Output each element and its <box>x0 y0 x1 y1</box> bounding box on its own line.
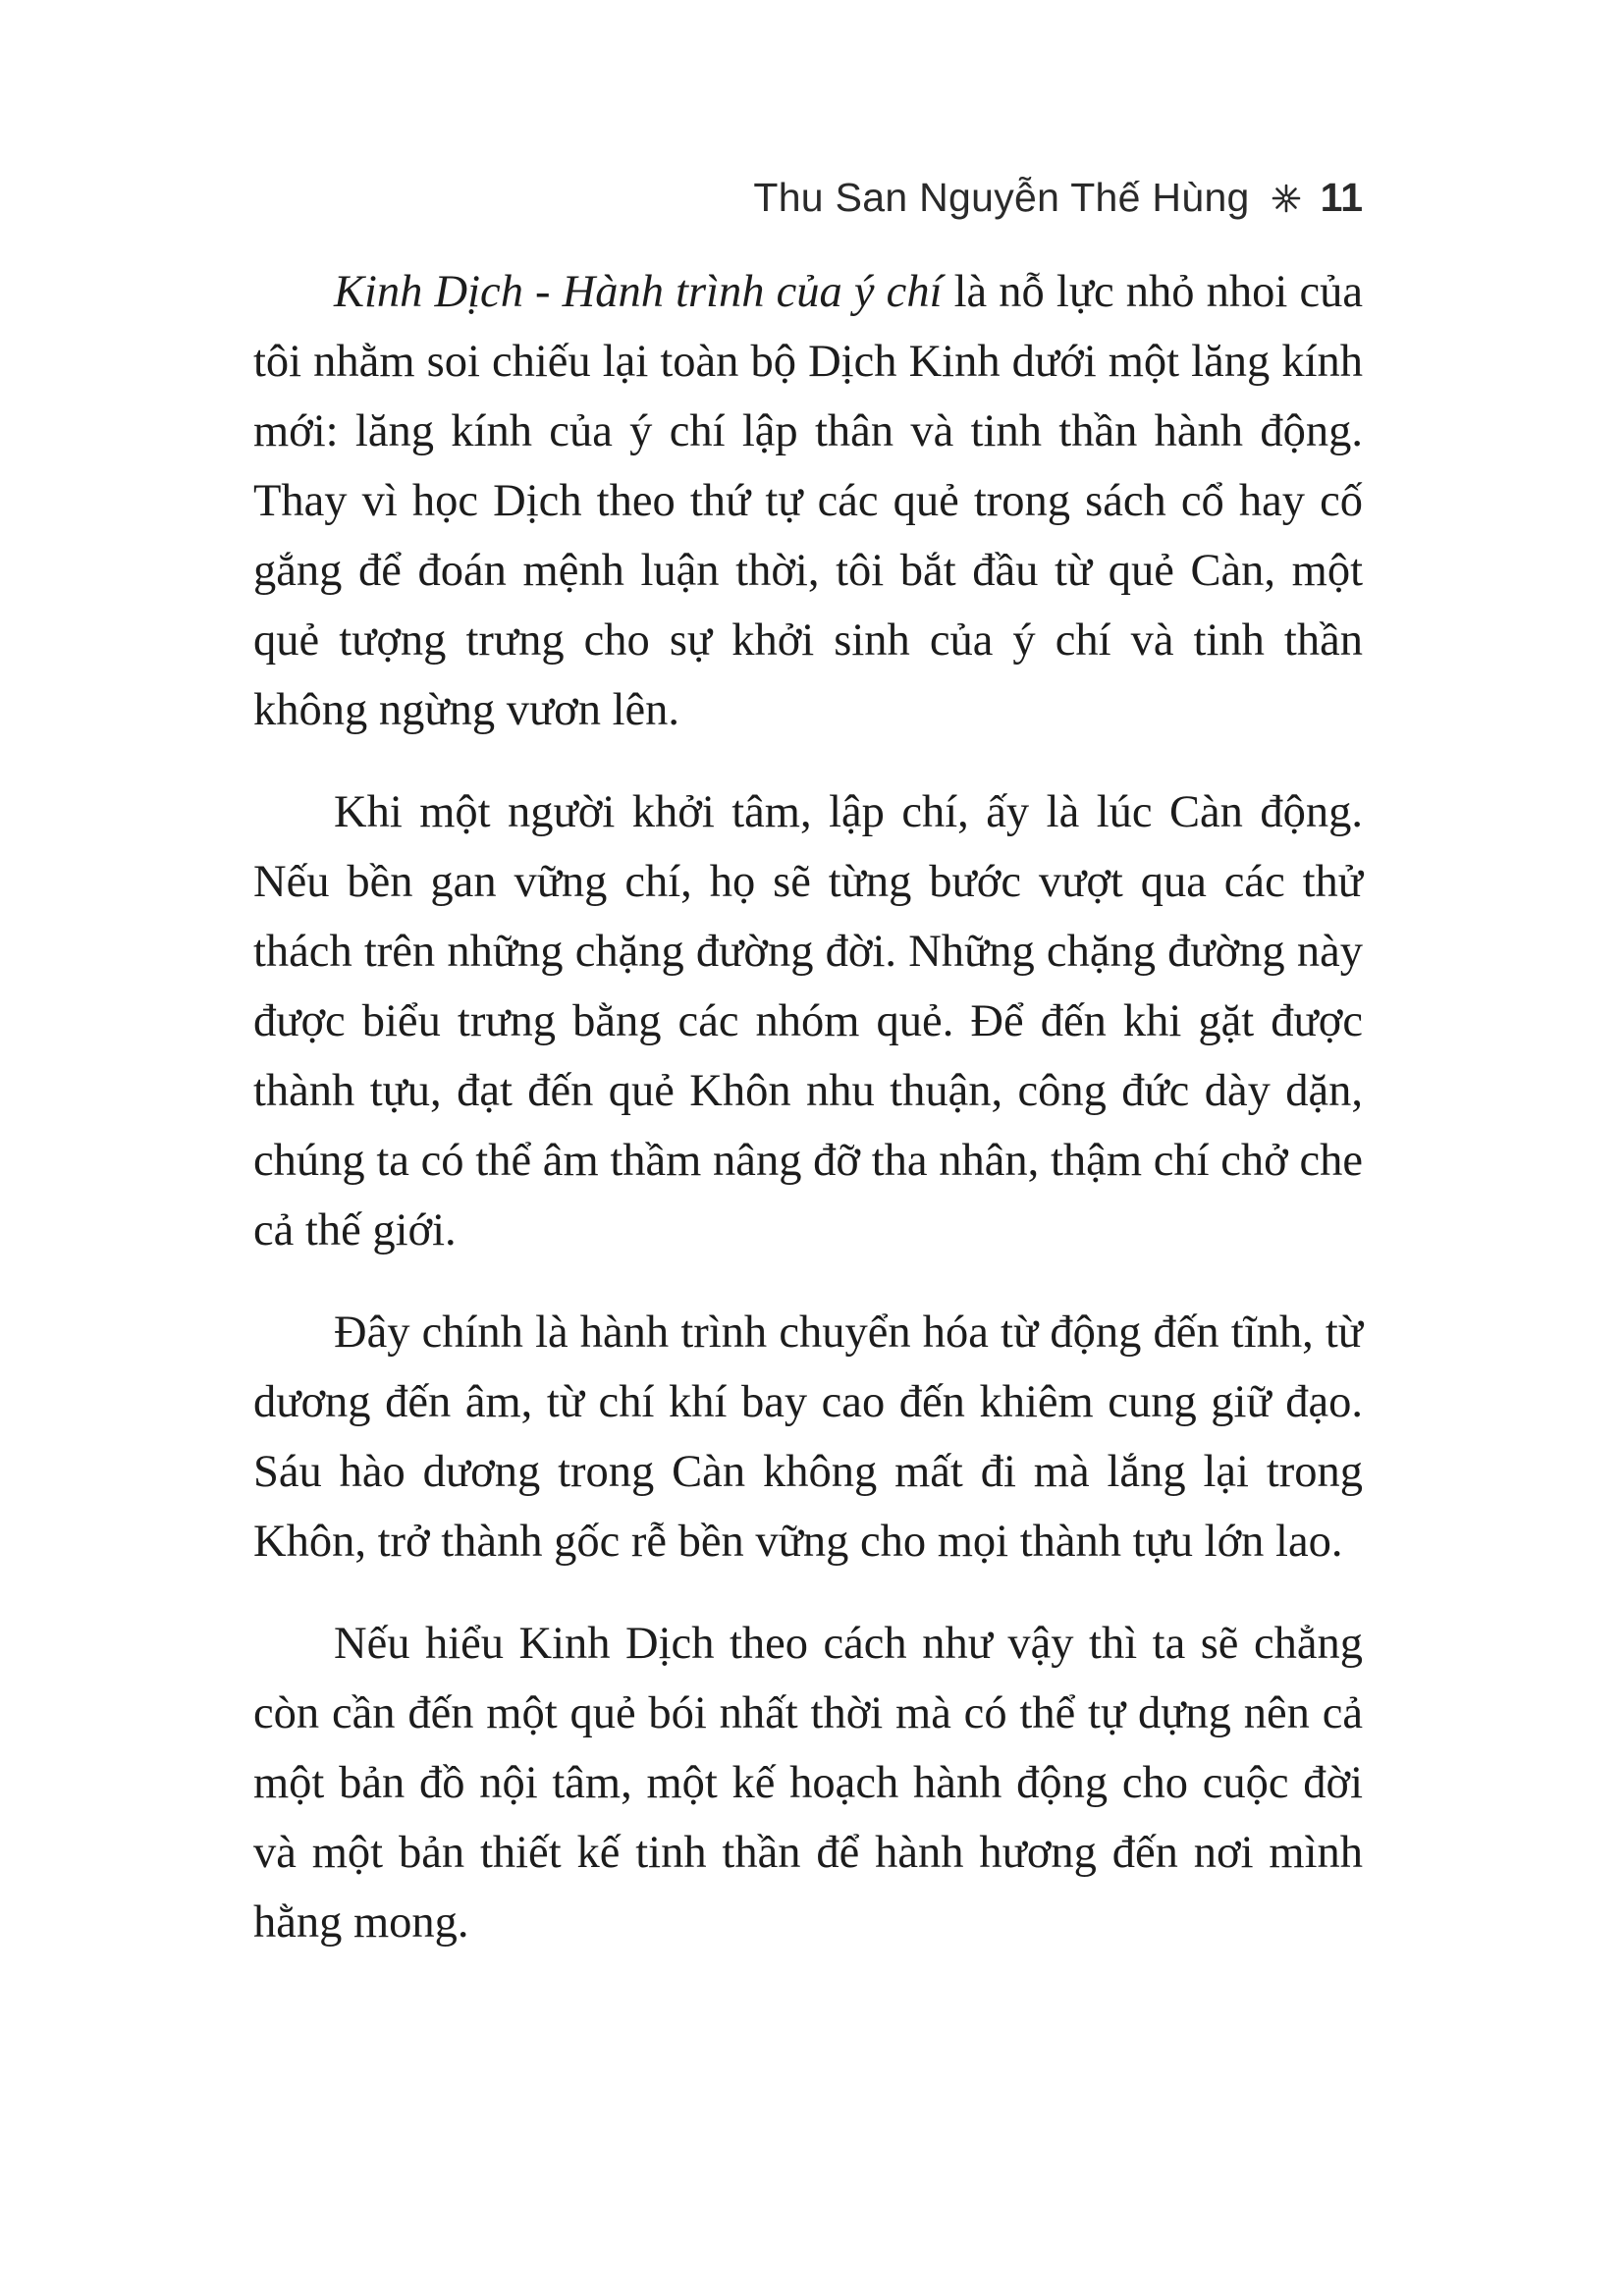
paragraph-4: Nếu hiểu Kinh Dịch theo cách như vậy thì ta sẽ chẳng còn cần đến một quẻ bói nhất thời mà có thể tự dựng nên cả một bản đồ nội tâm, một kế hoạch hành động cho cuộc đời và một bản thiết kế tinh thần để hành hương đến nơi mình hằng mong. <box>253 1619 1363 1948</box>
paragraph-1 <box>253 257 1363 745</box>
paragraph-1-text: là nỗ lực nhỏ nhoi của tôi nhằm soi chiếu lại toàn bộ Dịch Kinh dưới một lăng kính mới: lăng kính của ý chí lập thân và tinh thần hành động. Thay vì học Dịch theo thứ tự các quẻ trong sách cổ hay cố gắng để đoán mệnh luận thời, tôi bắt đầu từ quẻ Càn, một quẻ tượng trưng cho sự khởi sinh của ý chí và tinh thần không ngừng vươn lên. <box>253 267 1363 735</box>
asterisk-star-icon <box>1272 184 1301 213</box>
book-title-italic: Kinh Dịch - Hành trình của ý chí <box>334 267 943 317</box>
running-header <box>753 175 1363 221</box>
body-text <box>253 257 1363 1990</box>
header-title: Thu San Nguyễn Thế Hùng <box>753 175 1250 220</box>
page-number: 11 <box>1320 175 1363 220</box>
paragraph-3: Đây chính là hành trình chuyển hóa từ động đến tĩnh, từ dương đến âm, từ chí khí bay cao đến khiêm cung giữ đạo. Sáu hào dương trong Càn không mất đi mà lắng lại trong Khôn, trở thành gốc rễ bền vững cho mọi thành tựu lớn lao. <box>253 1308 1363 1567</box>
paragraph-2: Khi một người khởi tâm, lập chí, ấy là lúc Càn động. Nếu bền gan vững chí, họ sẽ từng bước vượt qua các thử thách trên những chặng đường đời. Những chặng đường này được biểu trưng bằng các nhóm quẻ. Để đến khi gặt được thành tựu, đạt đến quẻ Khôn nhu thuận, công đức dày dặn, chúng ta có thể âm thầm nâng đỡ tha nhân, thậm chí chở che cả thế giới. <box>253 787 1363 1255</box>
